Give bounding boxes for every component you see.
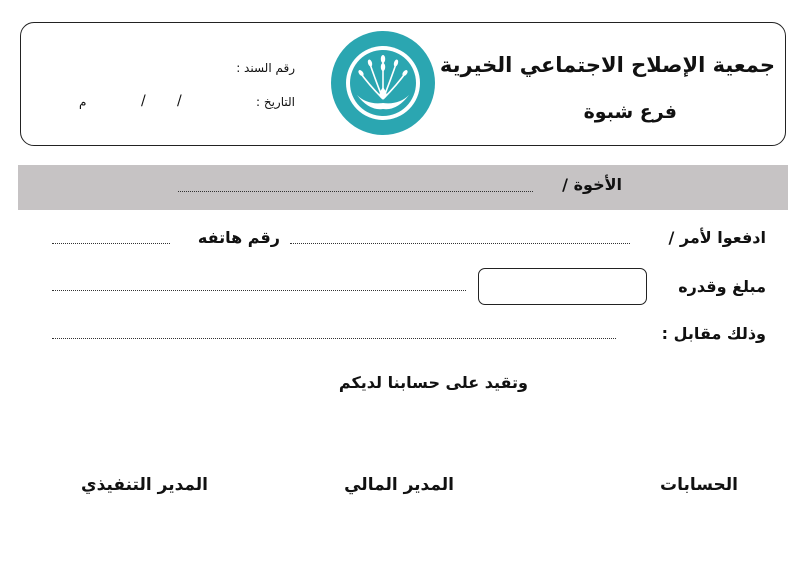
finance-manager-signature: المدير المالي bbox=[344, 475, 454, 495]
executive-manager-signature: المدير التنفيذي bbox=[81, 475, 208, 495]
amount-label: مبلغ وقدره bbox=[678, 277, 766, 296]
organization-logo bbox=[329, 29, 437, 137]
date-label: التاريخ : bbox=[255, 95, 295, 109]
account-note: وتقيد على حسابنا لديكم bbox=[338, 373, 528, 392]
phone-field[interactable] bbox=[52, 243, 170, 244]
accounts-signature: الحسابات bbox=[660, 475, 738, 495]
brother-label: الأخوة / bbox=[562, 175, 622, 194]
header-box bbox=[20, 22, 786, 146]
branch-name: فرع شبوة bbox=[583, 101, 677, 123]
amount-words-field[interactable] bbox=[52, 290, 466, 291]
brother-field[interactable] bbox=[178, 191, 533, 192]
date-separator-2: / bbox=[141, 93, 146, 109]
organization-name: جمعية الإصلاح الاجتماعي الخيرية bbox=[439, 53, 775, 77]
in-exchange-field[interactable] bbox=[52, 338, 616, 339]
document-number-label: رقم السند : bbox=[236, 61, 295, 75]
recipient-band bbox=[18, 165, 788, 210]
date-suffix: م bbox=[79, 95, 87, 109]
phone-label: رقم هاتفه bbox=[197, 228, 280, 247]
amount-input-box[interactable] bbox=[478, 268, 647, 305]
date-separator-1: / bbox=[177, 93, 182, 109]
pay-to-field[interactable] bbox=[290, 243, 630, 244]
pay-to-label: ادفعوا لأمر / bbox=[668, 228, 766, 247]
in-exchange-label: وذلك مقابل : bbox=[661, 324, 766, 343]
